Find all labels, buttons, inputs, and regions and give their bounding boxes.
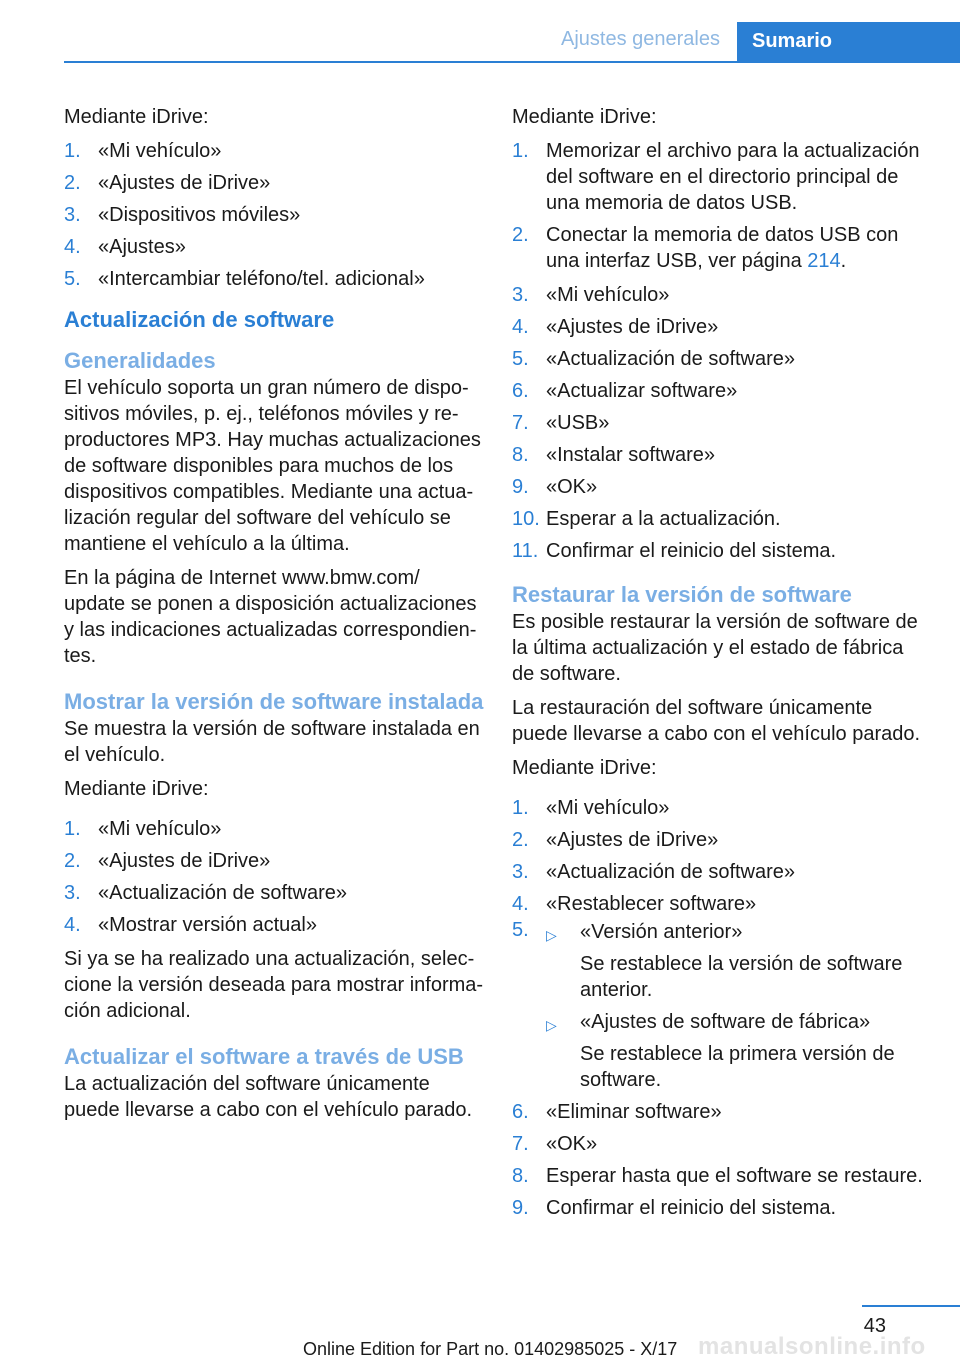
step-number: 3.	[512, 861, 529, 883]
intro-text: Mediante iDrive:	[64, 778, 209, 800]
step-number: 1.	[64, 140, 81, 162]
step-text: Confirmar el reinicio del sistema.	[546, 540, 837, 562]
paragraph: La actualización del software únicamente puede llevarse a cabo con el vehículo parado.	[64, 1073, 473, 1121]
step-number: 2.	[512, 224, 529, 246]
list-item	[512, 378, 928, 404]
paragraph: Se muestra la versión de software instalada en el vehículo.	[64, 718, 480, 766]
list-item	[64, 234, 484, 260]
step-text-part: .	[840, 250, 847, 272]
triangle-marker-icon: ▷	[546, 1017, 557, 1033]
list-item	[512, 222, 928, 274]
header-tab-sumario[interactable]: Sumario	[737, 22, 960, 63]
step-number: 11.	[512, 540, 539, 562]
list-item	[512, 410, 928, 436]
idrive-steps-list	[64, 138, 484, 292]
subheading-show-version: Mostrar la versión de software instalada	[64, 689, 484, 714]
step-text: «Mi vehículo»	[98, 140, 222, 162]
sub-option-desc: Se restablece la primera versión de software.	[580, 1043, 895, 1091]
step-text: «Ajustes de iDrive»	[98, 850, 271, 872]
step-text: «Intercambiar teléfono/tel. adicional»	[98, 268, 425, 290]
step-text: Confirmar el reinicio del sistema.	[546, 1197, 837, 1219]
list-item	[512, 859, 928, 885]
restore-steps-list-cont	[512, 1099, 928, 1221]
list-item	[64, 848, 484, 874]
step-number: 2.	[512, 829, 529, 851]
step-text-part: Conectar la memoria de datos USB con una interfaz USB, ver página	[546, 224, 899, 272]
intro-text: Mediante iDrive:	[64, 106, 209, 128]
step-text: Esperar a la actualización.	[546, 508, 781, 530]
sub-option-title: «Ajustes de software de fábrica»	[580, 1011, 871, 1033]
step-number: 9.	[512, 476, 529, 498]
list-item	[512, 442, 928, 468]
step-text	[546, 917, 928, 1099]
step-number: 4.	[64, 236, 81, 258]
step-text: «Eliminar software»	[546, 1101, 722, 1123]
watermark: manualsonline.info	[698, 1333, 926, 1360]
step-number: 8.	[512, 444, 529, 466]
list-item	[512, 1163, 928, 1189]
list-item	[64, 880, 484, 906]
restore-steps-list	[512, 795, 928, 917]
step-number: 9.	[512, 1197, 529, 1219]
intro-text: Mediante iDrive:	[512, 106, 657, 128]
step-text: «Actualizar software»	[546, 380, 738, 402]
step-number: 1.	[64, 818, 81, 840]
list-item	[512, 917, 928, 1099]
step-number: 4.	[512, 316, 529, 338]
step-text: Esperar hasta que el software se restaure.	[546, 1165, 923, 1187]
subheading-usb-update: Actualizar el software a través de USB	[64, 1044, 464, 1069]
step-number: 6.	[512, 1101, 529, 1123]
list-item	[512, 1195, 928, 1221]
list-item	[512, 891, 928, 917]
step-number: 2.	[64, 172, 81, 194]
intro-text: Mediante iDrive:	[512, 757, 657, 779]
step-number: 4.	[64, 914, 81, 936]
page-link[interactable]: 214	[807, 250, 841, 272]
step-text: «Mi vehículo»	[98, 818, 222, 840]
subheading-general: Generalidades	[64, 348, 216, 373]
step-text: «Instalar software»	[546, 444, 715, 466]
list-item	[64, 816, 484, 842]
step-text: «Mi vehículo»	[546, 797, 670, 819]
right-column	[512, 104, 928, 1229]
list-item	[512, 1099, 928, 1125]
step-number: 1.	[512, 797, 529, 819]
paragraph: El vehículo soporta un gran número de dispo- sitivos móviles, p. ej., teléfonos móviles y re- productores MP3. Hay muchas actualizaciones de software disponibles para muchos de los dispositivos compatibles. Mediante una actua- lización regular del software del vehículo se mantiene el vehículo a la última.	[64, 377, 481, 555]
step-number: 1.	[512, 140, 529, 162]
step-text: «Actualización de software»	[98, 882, 348, 904]
list-item	[512, 1131, 928, 1157]
paragraph: Si ya se ha realizado una actualización, selec- cione la versión deseada para mostrar informa- ción adicional.	[64, 948, 484, 1022]
step-text: «Ajustes de iDrive»	[546, 829, 719, 851]
sub-option-title: «Versión anterior»	[580, 921, 743, 943]
step-text: Memorizar el archivo para la actualización del software en el directorio principal de una memoria de datos USB.	[546, 140, 920, 214]
sub-options-list	[546, 919, 928, 1093]
step-number: 4.	[512, 893, 529, 915]
footer-rule	[862, 1305, 960, 1307]
step-text: «Dispositivos móviles»	[98, 204, 301, 226]
list-item	[512, 138, 928, 216]
step-text	[546, 222, 928, 274]
step-number: 10.	[512, 508, 540, 530]
show-version-steps-list	[64, 816, 484, 938]
subheading-restore: Restaurar la versión de software	[512, 582, 852, 607]
list-item	[512, 346, 928, 372]
paragraph: La restauración del software únicamente puede llevarse a cabo con el vehículo parado.	[512, 697, 921, 745]
section-heading: Actualización de software	[64, 307, 335, 332]
step-text: «Mostrar versión actual»	[98, 914, 317, 936]
list-item	[512, 474, 928, 500]
sub-option-previous	[546, 919, 928, 1003]
step-text: «Restablecer software»	[546, 893, 757, 915]
sub-option-desc: Se restablece la versión de software anterior.	[580, 953, 903, 1001]
sub-option-factory	[546, 1009, 928, 1093]
triangle-marker-icon: ▷	[546, 927, 557, 943]
list-item	[64, 138, 484, 164]
list-item	[512, 795, 928, 821]
list-item	[512, 827, 928, 853]
page-number: 43	[863, 1315, 886, 1337]
step-text: «Actualización de software»	[546, 348, 796, 370]
left-column	[64, 104, 484, 1131]
step-number: 5.	[512, 348, 529, 370]
list-item	[64, 266, 484, 292]
usb-steps-list-cont	[512, 282, 928, 564]
step-text: «OK»	[546, 476, 598, 498]
step-text: «Ajustes de iDrive»	[546, 316, 719, 338]
list-item	[64, 202, 484, 228]
restore-step-5	[512, 917, 928, 1099]
step-number: 5.	[64, 268, 81, 290]
footer-edition-text: Online Edition for Part no. 01402985025 - X/17	[303, 1339, 678, 1359]
step-number: 5.	[512, 919, 529, 941]
step-number: 6.	[512, 380, 529, 402]
list-item	[512, 314, 928, 340]
step-text: «Ajustes de iDrive»	[98, 172, 271, 194]
paragraph: Es posible restaurar la versión de software de la última actualización y el estado de fábrica de software.	[512, 611, 918, 685]
step-text: «Actualización de software»	[546, 861, 796, 883]
step-number: 3.	[64, 882, 81, 904]
header-section-title: Ajustes generales	[561, 28, 720, 50]
step-text: «USB»	[546, 412, 610, 434]
step-text: «OK»	[546, 1133, 598, 1155]
list-item	[64, 912, 484, 938]
step-number: 2.	[64, 850, 81, 872]
list-item	[512, 538, 928, 564]
step-text: «Mi vehículo»	[546, 284, 670, 306]
step-number: 8.	[512, 1165, 529, 1187]
list-item	[64, 170, 484, 196]
step-number: 7.	[512, 412, 529, 434]
usb-steps-list	[512, 138, 928, 274]
step-number: 3.	[512, 284, 529, 306]
step-text: «Ajustes»	[98, 236, 186, 258]
list-item	[512, 282, 928, 308]
step-number: 7.	[512, 1133, 529, 1155]
list-item	[512, 506, 928, 532]
step-number: 3.	[64, 204, 81, 226]
paragraph: En la página de Internet www.bmw.com/ update se ponen a disposición actualizaciones y las indicaciones actualizadas correspondien- tes.	[64, 567, 477, 667]
